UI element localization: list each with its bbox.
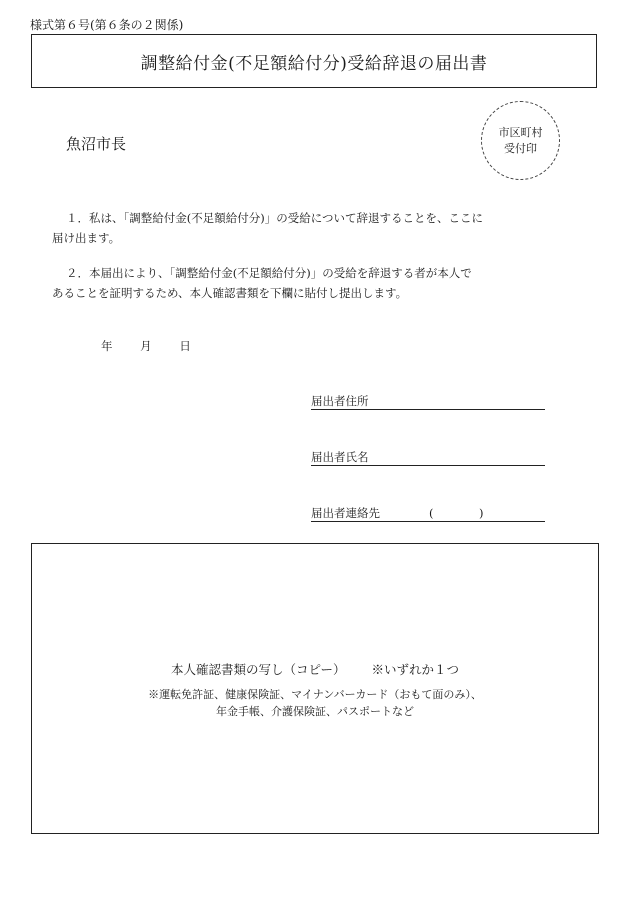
document-title-box: [31, 34, 597, 88]
date-field[interactable]: [101, 338, 215, 354]
name-label: 届出者氏名: [311, 450, 369, 464]
paragraph-1-line-1: １．私は、「調整給付金(不足額給付分)」の受給について辞退することを、ここに: [66, 211, 483, 225]
document-title: 調整給付金(不足額給付分)受給辞退の届出書: [140, 53, 488, 74]
form-number: 様式第６号(第６条の２関係): [30, 18, 184, 32]
statement-paragraph-2: [52, 263, 512, 303]
date-month-label: 月: [140, 339, 152, 353]
paragraph-2-line-2: あることを証明するため、本人確認書類を下欄に貼付し提出します。: [52, 286, 408, 300]
id-examples-line-2: 年金手帳、介護保険証、パスポートなど: [216, 705, 414, 718]
reception-stamp-area: [481, 101, 560, 180]
contact-field[interactable]: [311, 505, 545, 522]
id-document-examples: [31, 686, 599, 720]
contact-paren-open: (: [429, 506, 434, 520]
id-document-heading: [31, 660, 599, 678]
address-field[interactable]: [311, 393, 545, 410]
address-label: 届出者住所: [311, 394, 369, 408]
id-examples-line-1: ※運転免許証、健康保険証、マイナンバーカード（おもて面のみ）、: [148, 688, 482, 701]
stamp-label-line1: 市区町村: [498, 125, 543, 139]
id-document-note: ※いずれか１つ: [371, 662, 459, 677]
name-field[interactable]: [311, 449, 545, 466]
id-document-title: 本人確認書類の写し（コピー）: [170, 662, 346, 677]
contact-paren-close: ): [479, 506, 484, 520]
stamp-label-line2: 受付印: [504, 141, 537, 155]
date-year-label: 年: [101, 339, 113, 353]
paragraph-1-line-2: 届け出ます。: [52, 231, 121, 245]
contact-label: 届出者連絡先: [311, 506, 380, 520]
addressee: 魚沼市長: [66, 135, 127, 153]
statement-paragraph-1: [52, 208, 512, 248]
paragraph-2-line-1: ２．本届出により、「調整給付金(不足額給付分)」の受給を辞退する者が本人で: [66, 266, 472, 280]
date-day-label: 日: [179, 339, 191, 353]
